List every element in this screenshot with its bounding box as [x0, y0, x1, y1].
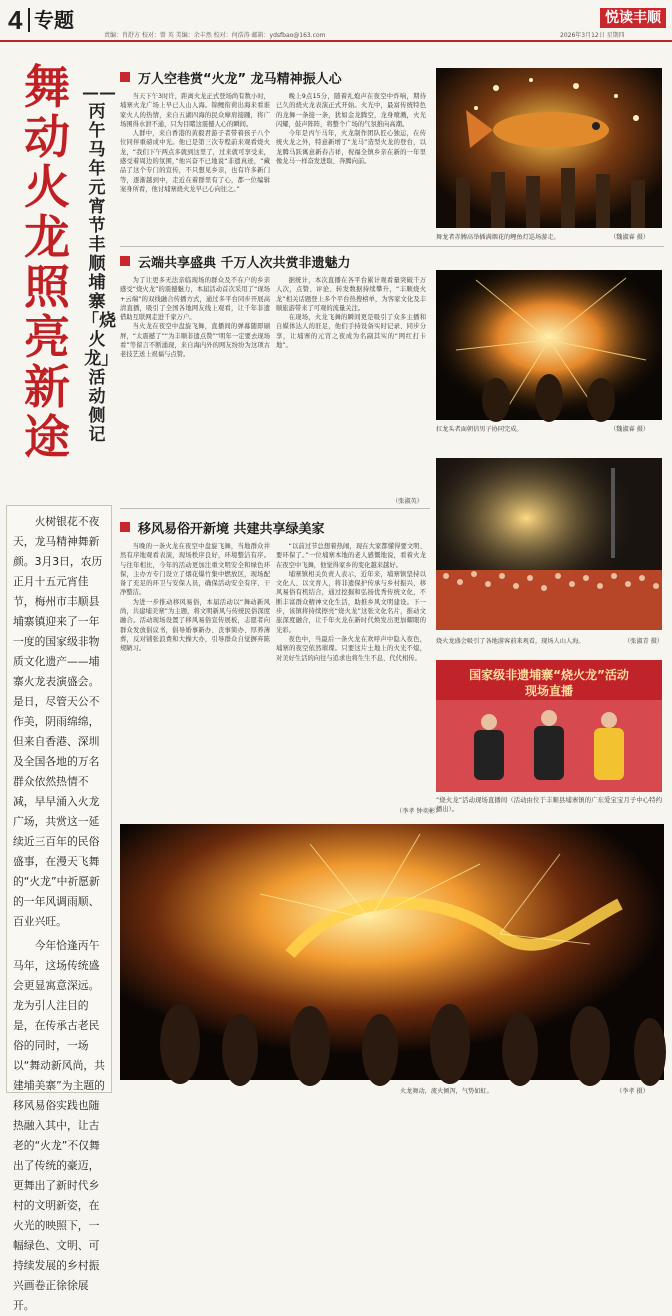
section-heading-text: 万人空巷赏“火龙” 龙马精神振人心 — [138, 71, 342, 87]
article-paragraph: 为了让更多无法亲临现场的群众及不在户的乡亲感受“烧火龙”的震撼魅力，本届活动首次采用了“现场+云端”的双线融合传播方式，通过多平台同步开展高清直播，吸引了全国各地网友线上观看，让千年非遗借助互联网走进千家万户。 — [120, 277, 270, 322]
article-paragraph: 当火龙在夜空中盘旋飞舞，直播间的弹幕随即刷屏，“太震撼了”“为丰顺非遗点赞”“明年一定要去现场看”等留言不断涌现，来自海内外的网友纷纷为这项古老技艺送上祝福与点赞。 — [120, 323, 270, 359]
photo-credit: （李孝 摄） — [616, 1088, 649, 1095]
article-paragraph: 埔寨镇相关负责人表示，近年来，埔寨镇坚持以文化人、以文育人，将非遗保护传承与乡村振兴、移风易俗有机结合，通过挖掘和弘扬优秀传统文化，不断丰富群众精神文化生活，助推乡风文明建设。下一步，该镇将持续擦亮“烧火龙”这张文化名片，推动文旅深度融合，让千年火龙在新时代焕发出更加耀眼的光彩。 — [276, 570, 426, 634]
issue-date: 2026年3月12日 星期四 — [560, 32, 625, 39]
article-paragraph: 据统计，本次直播在各平台累计观看量突破千万人次，点赞、评论、转发数据持续攀升，“丰顺烧火龙”相关话题登上多个平台热搜榜单，为客家文化及丰顺旅游带来了可观的流量关注。 — [276, 277, 426, 312]
live-banner-subtitle: 现场直播 — [524, 684, 573, 698]
article-paragraph: 人群中，来自香港的黄毅君游子者带着孩子八个位同伴重磅成中光。他已是第三次专程前来观看烧火龙，“我们下午两点多就到这里了，过来就可享受来，感受着周边的氛围，”他兴奋不已地说“非遗真迹，“藏品了这个专门的宣传，不只想见乡亲，也有许多新门等，逐渐越到中，走近在着群里有了心，都一位编辑案身所看，他讨埔寨烧火龙早已心向往之。” — [120, 130, 270, 193]
photo-fish-lantern — [436, 68, 662, 228]
section-heading — [120, 250, 351, 272]
section-divider — [120, 246, 664, 247]
photo-caption: “烧火龙”活动现场直播间（活动由位于丰顺县埔寨镇的广东爱宝宝月子中心特约播出）。 — [436, 797, 662, 813]
photo-caption: 扛龙头者面朝信男子协同完成。 — [436, 426, 523, 433]
article-paragraph: 今年是丙午马年，火龙制作团队匠心独运，在传统火龙之外，特意新增了“龙马”造型火龙的登台，以龙腾马跃寓意新春吉祥，祝福全镇乡亲在新的一年里像龙马一样奋发进取、奔腾向前。 — [276, 130, 426, 166]
photo-fire-dragon — [120, 824, 664, 1080]
section-heading-text: 云端共享盛典 千万人次共赏非遗魅力 — [138, 255, 351, 271]
article-paragraph: 当天下午3时许，距离火龙正式登场尚有数小时，埔寨火龙广场上早已人山人海。锦鲤衔荷出海来看谁家火人的热情，来自五湖四海的民众摩肩接踵，将广场围得水泄不通，只为目睹这震撼人心的瞬间。 — [120, 93, 270, 128]
lead-paragraph: 今年恰逢丙午马年，这场传统盛会更显寓意深远。龙为引人注目的是，在传承古老民俗的同时，一场以“舞动新风尚，共建埔美寨”为主题的移风易俗实践也随热融入其中，让古老的“火龙”不仅舞出了传统的豪迈，更舞出了新时代乡村的文明新姿，在火光的映照下，一幅绿色、文明、可持续发展的乡村振兴画卷正徐徐展开。 — [13, 939, 105, 1312]
article-paragraph: 在现场，火龙飞舞的瞬间更是吸引了众多主播和自媒体达人的驻足，他们手持设备实时记录、同步分享，让埔寨的元宵之夜成为名副其实的“网红打卡地”。 — [276, 314, 426, 350]
page-header — [0, 0, 672, 42]
section-marker-icon — [120, 256, 130, 266]
live-banner-title: 国家级非遗埔寨“烧火龙”活动 — [469, 668, 629, 682]
photo-credit: （张淑青 摄） — [624, 638, 664, 645]
page-number: 4 — [8, 5, 23, 35]
photo-live-broadcast — [436, 660, 662, 792]
section-label: 专题 — [28, 8, 74, 32]
photo-dragon-head — [436, 270, 662, 420]
article-column — [276, 542, 426, 812]
section-divider — [120, 508, 430, 509]
sub-headline: ——丙午马年元宵节丰顺埔寨「烧火龙」活动侧记 — [82, 83, 116, 445]
section-heading — [120, 516, 325, 538]
article-paragraph: 当晚的一条火龙在夜空中盘旋飞舞，当地群众井然有序地观看表演，现场秩序良好，环境整洁有序。与往年相比，今年的活动更加注重文明安全和绿色环保，主办方专门设立了烟花爆竹集中燃放区，现场配备了充足的环卫与安保人员，确保活动安全有序、干净整洁。 — [120, 543, 270, 597]
photo-credit: （魏淑睿 摄） — [610, 234, 650, 241]
article-paragraph: 晚上9点15分，随着礼炮声在夜空中炸响，期待已久的烧火龙表演正式开始。火光中，最富传统特色的龙舞一条接一条，犹如金龙腾空，龙身喷溅，火光闪耀，鼓声阵阵，将整个广场的气氛推向高潮。 — [276, 93, 426, 128]
section-heading-text: 移风易俗开新境 共建共享绿美家 — [138, 521, 325, 537]
article-paragraph: 为进一步推动移风易俗，本届活动以“舞动新风尚，共建埔美寨”为主题，将文明新风与传统民俗深度融合。活动现场设置了移风易俗宣传展板，志愿者向群众发放倡议书，倡导婚事新办、丧事简办、厚养薄葬，反对铺张浪费和大操大办，引导群众自觉摒弃陈规陋习。 — [120, 598, 270, 653]
article-column — [120, 92, 270, 240]
photo-credit: （魏淑睿 摄） — [610, 426, 650, 433]
photo-caption: 烧火龙盛会吸引了各地游客前来观看，现场人山人海。 — [436, 638, 585, 645]
section-logo: 悦读丰顺 — [600, 8, 666, 28]
lead-paragraph: 火树银花不夜天，龙马精神舞新颜。3月3日，农历正月十五元宵佳节，梅州市丰顺县埔寨镇迎来了一年一度的国家级非物质文化遗产——埔寨火龙表演盛会。是日，尽管天公不作美，阴雨绵绵，但来自香港、深圳及全国各地的万名群众依然热情不减，早早涌入火龙广场，共赏这一延续近三百年的民俗盛事，在漫天飞舞的“火龙”中祈愿新的一年风调雨顺、百业兴旺。 — [13, 515, 103, 928]
section-heading — [120, 66, 342, 88]
section-marker-icon — [120, 72, 130, 82]
article-column — [120, 276, 270, 504]
main-headline: 舞动火龙照亮新途 — [24, 60, 70, 464]
photo-caption: 舞龙者赤膊高举插满烟花的鲤鱼灯巡场游走。 — [436, 234, 560, 241]
article-column — [276, 276, 426, 504]
article-byline: （李孝 钟奕彬） — [396, 808, 442, 815]
article-column — [276, 92, 426, 240]
section-marker-icon — [120, 522, 130, 532]
article-paragraph: “以前过节总想着热闹，现在大家都懂得要文明、要环保了。”一位埔寨本地的老人感慨地说，看着火龙在夜空中飞舞，他觉得家乡的变化越来越好。 — [276, 543, 426, 569]
lead-paragraph-box — [6, 505, 112, 1312]
editor-credits: 责编：肖舒方 校对：曾 英 美编：余丰然 校对：何浩涛 邮箱：ydsfbao@163.com — [104, 32, 326, 39]
photo-caption: 火龙舞动，流火倾泻，气势如虹。 — [400, 1088, 493, 1095]
article-column — [120, 542, 270, 812]
article-byline: （张淑英） — [392, 498, 423, 505]
photo-crowd — [436, 458, 662, 630]
article-paragraph: 夜色中，当最后一条火龙在欢呼声中隐入夜色，埔寨的夜空依然璀璨。只要这片土地上的火光不熄，对美好生活的向往与追求也将生生不息、代代相传。 — [276, 635, 426, 662]
